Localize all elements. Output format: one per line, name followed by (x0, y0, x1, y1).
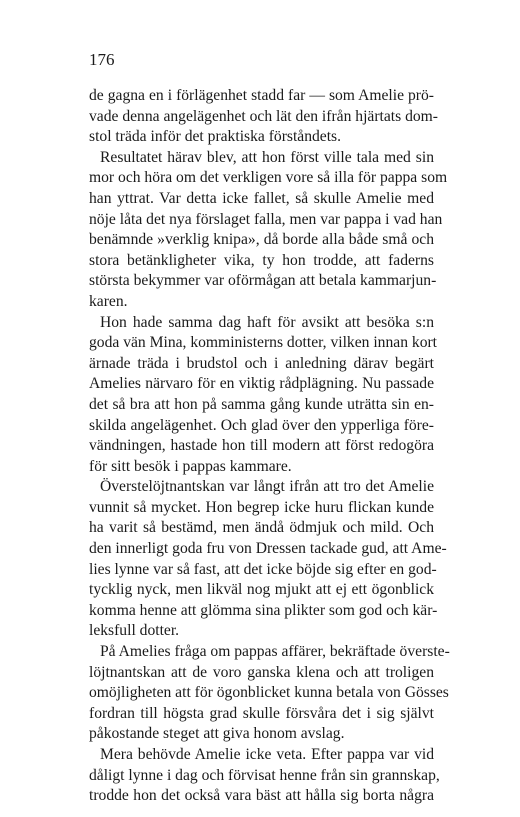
text-line: Mera behövde Amelie icke veta. Efter pappa var vid (100, 746, 434, 763)
text-line: Hon hade samma dag haft för avsikt att besöka s:n (100, 313, 434, 331)
text-line: Överstelöjtnantskan var långt ifrån att tro det Amelie (100, 478, 434, 496)
text-line: vunnit så mycket. Hon begrep icke huru flickan kunde (89, 498, 434, 516)
text-line: leksfull dotter. (89, 622, 180, 640)
text-line: ärnade träda i brudstol och i anledning därav begärt (89, 354, 434, 372)
text-line: löjtnantskan att de voro ganska klena och att troligen (89, 663, 434, 681)
text-line: stora betänkligheter vika, ty hon trodde, att faderns (89, 251, 434, 269)
text-line: största bekymmer var oförmågan att betala kammarjun- (89, 272, 437, 290)
text-line: de gagna en i förlägenhet stadd far — som Amelie prö- (89, 87, 434, 104)
text-line: mor och höra om det verkligen vore så illa för pappa som (89, 169, 448, 187)
text-line: omöjligheten att för ögonblicket kunna betala von Gösses (89, 684, 449, 702)
text-line: nöje låta det nya förslaget falla, men var pappa i vad han (89, 210, 443, 228)
text-line: fordran till högsta grad skulle försvåra det i sig självt (89, 704, 434, 722)
text-line: tycklig nyck, men likväl nog mjukt att ej ett ögonblick (89, 581, 434, 599)
text-line: goda vän Mina, komministerns dotter, vilken innan kort (89, 334, 438, 352)
text-line: han yttrat. Var detta icke fallet, så skulle Amelie med (89, 189, 434, 207)
text-line: På Amelies fråga om pappas affärer, bekräftade överste- (100, 643, 450, 661)
text-line: vade denna angelägenhet och lät den ifrån hjärtats dom- (89, 107, 438, 125)
text-line: dåligt lynne i dag och förvisat henne från sin grannskap, (89, 766, 440, 784)
body-text (89, 86, 450, 807)
text-line: det så bra att hon på samma gång kunde uträtta sin en- (89, 395, 434, 413)
text-line: lies lynne var så fast, att det icke böjde sig efter en god- (89, 560, 437, 578)
page-number: 176 (89, 50, 115, 69)
text-line: Amelies närvaro för en viktig rådplägning. Nu passade (89, 375, 434, 393)
text-line: benämnde »verklig knipa», då borde alla både små och (89, 231, 434, 249)
text-line: ha varit så bestämd, men ändå ödmjuk och mild. Och (89, 519, 434, 537)
text-line: stol träda inför det praktiska förståndets. (89, 128, 342, 146)
text-line: skilda angelägenhet. Och glad över den ypperliga före- (89, 416, 434, 434)
text-line: för sitt besök i pappas kammare. (89, 457, 292, 475)
text-line: trodde hon det också vara bäst att hålla sig borta några (89, 787, 434, 805)
text-line: Resultatet härav blev, att hon först ville tala med sin (100, 148, 434, 166)
text-line: vändningen, hastade hon till modern att först redogöra (89, 437, 434, 455)
text-line: komma henne att glömma sina plikter som god och kär- (89, 601, 438, 619)
text-line: den innerligt goda fru von Dressen tackade gud, att Ame- (89, 540, 447, 558)
text-line: påkostande steget att giva honom avslag. (89, 725, 345, 743)
text-line: karen. (89, 292, 128, 310)
